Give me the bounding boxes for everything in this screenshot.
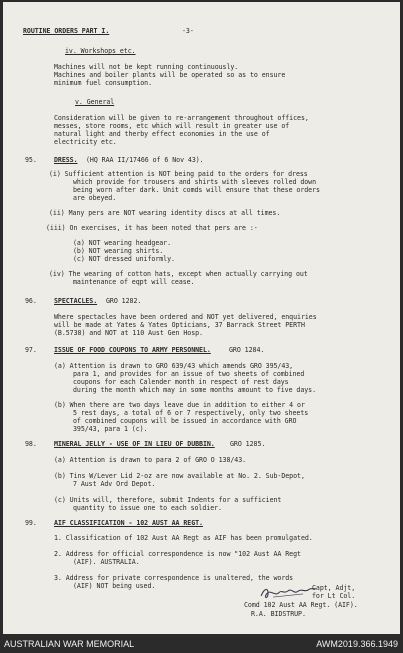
coupons-para-a: during the month which may in some months amount to five days. (73, 386, 317, 394)
item-95-number: 95. (25, 156, 37, 164)
general-line: messes, store rooms, etc which will result in greater use of (54, 122, 290, 130)
aif-para-2: 2. Address for official correspondence is now "102 Aust AA Regt (54, 550, 301, 558)
workshops-line: Machines will not be kept running continuously. (54, 63, 239, 71)
spectacles-line: will be made at Yates & Yates Opticians, 37 Barrack Street PERTH (54, 321, 305, 329)
orders-title: ROUTINE ORDERS PART I. (23, 27, 110, 35)
aif-para-3: (AIF) NOT being used. (73, 582, 156, 590)
document-page (3, 2, 400, 634)
item-98-number: 98. (25, 440, 37, 448)
general-line: electricity etc. (54, 138, 117, 146)
aif-para-1: 1. Classification of 102 Aust AA Regt as AIF has been promulgated. (54, 534, 313, 542)
coupons-para-b: 395/43, para 1 (c). (73, 425, 148, 433)
workshops-line: Machines and boiler plants will be operated so as to ensure (54, 71, 286, 79)
coupons-para-a: (a) Attention is drawn to GRO 639/43 which amends GRO 395/43, (54, 362, 294, 370)
dress-para-i: being worn after dark. Unit comds will ensure that these orders (73, 186, 320, 194)
item-95-title: DRESS. (54, 156, 78, 164)
archive-footer (0, 634, 403, 653)
dress-para-iv: maintenance of eqpt will cease. (73, 278, 195, 286)
jelly-para-c: quantity to issue one to each soldier. (73, 504, 222, 512)
aif-para-3: 3. Address for private correspondence is unaltered, the words (54, 574, 294, 582)
jelly-para-a: (a) Attention is drawn to para 2 of GRO O 138/43. (54, 456, 247, 464)
general-heading: v. General (75, 98, 115, 106)
workshops-line: minimum fuel consumption. (54, 79, 152, 87)
coupons-para-b: 5 rest days, a total of 6 or 7 respectively, only two sheets (73, 409, 309, 417)
spectacles-line: (B.5738) and NOT at 110 Aust Gen Hosp. (54, 329, 203, 337)
archive-reference: AWM2019.366.1949 (316, 639, 398, 649)
jelly-para-b: (b) Tins W/Lever Lid 2-oz are now available at No. 2. Sub-Depot, (54, 472, 305, 480)
coupons-para-a: coupons for each Calender month in respect of rest days (73, 378, 289, 386)
signatory-for: for Lt Col. (312, 592, 356, 600)
dress-para-iii-item: (a) NOT wearing headgear. (73, 239, 171, 247)
aif-para-2: (AIF). AUSTRALIA. (73, 558, 140, 566)
archive-name: AUSTRALIAN WAR MEMORIAL (4, 639, 135, 649)
signatory-name: R.A. BIDSTRUP. (251, 610, 306, 618)
item-98-title: MINERAL JELLY - USE OF IN LIEU OF DUBBIN. (54, 440, 215, 448)
coupons-para-b: of combined coupons will be issued in accordance with GRO (73, 417, 297, 425)
dress-para-i: which provide for trousers and shirts with sleeves rolled down (73, 178, 317, 186)
item-97-number: 97. (25, 346, 37, 354)
item-97-ref: GRO 1284. (229, 346, 265, 354)
page-number: -3- (182, 27, 194, 35)
coupons-para-a: para 1, and provides for an issue of two sheets of combined (73, 370, 305, 378)
item-95-ref: (HQ RAA II/17466 of 6 Nov 43). (86, 156, 204, 164)
signatory-unit: Comd 102 Aust AA Regt. (AIF). (244, 601, 358, 609)
item-97-title: ISSUE OF FOOD COUPONS TO ARMY PERSONNEL. (54, 346, 211, 354)
dress-para-iii: (iii) On exercises, it has been noted that pers are :- (46, 224, 258, 232)
dress-para-iii-item: (c) NOT dressed uniformly. (73, 255, 175, 263)
item-99-title: AIF CLASSIFICATION - 102 AUST AA REGT. (54, 519, 203, 527)
general-line: Consideration will be given to re-arrangement throughout offices, (54, 114, 309, 122)
item-99-number: 99. (25, 519, 37, 527)
spectacles-line: Where spectacles have been ordered and NOT yet delivered, enquiries (54, 313, 317, 321)
general-line: natural light and therby effect economies in the use of (54, 130, 270, 138)
signatory-title: Capt, Adjt, (312, 584, 356, 592)
item-96-number: 96. (25, 297, 37, 305)
dress-para-ii: (ii) Many pers are NOT wearing identity discs at all times. (49, 209, 281, 217)
item-98-ref: GRO 1285. (230, 440, 266, 448)
dress-para-iii-item: (b) NOT wearing shirts. (73, 247, 164, 255)
dress-para-iv: (iv) The wearing of cotton hats, except when actually carrying out (49, 270, 308, 278)
jelly-para-c: (c) Units will, therefore, submit Indents for a sufficient (54, 496, 282, 504)
signature-scrawl-icon (258, 582, 317, 602)
jelly-para-b: 7 Aust Adv Ord Depot. (73, 480, 156, 488)
item-96-title: SPECTACLES. (54, 297, 98, 305)
item-96-ref: GRO 1282. (106, 297, 142, 305)
dress-para-i: are obeyed. (73, 194, 117, 202)
workshops-heading: iv. Workshops etc. (65, 47, 136, 55)
dress-para-i: (i) Sufficient attention is NOT being paid to the orders for dress (49, 170, 308, 178)
coupons-para-b: (b) When there are two days leave due in addition to either 4 or (54, 401, 305, 409)
